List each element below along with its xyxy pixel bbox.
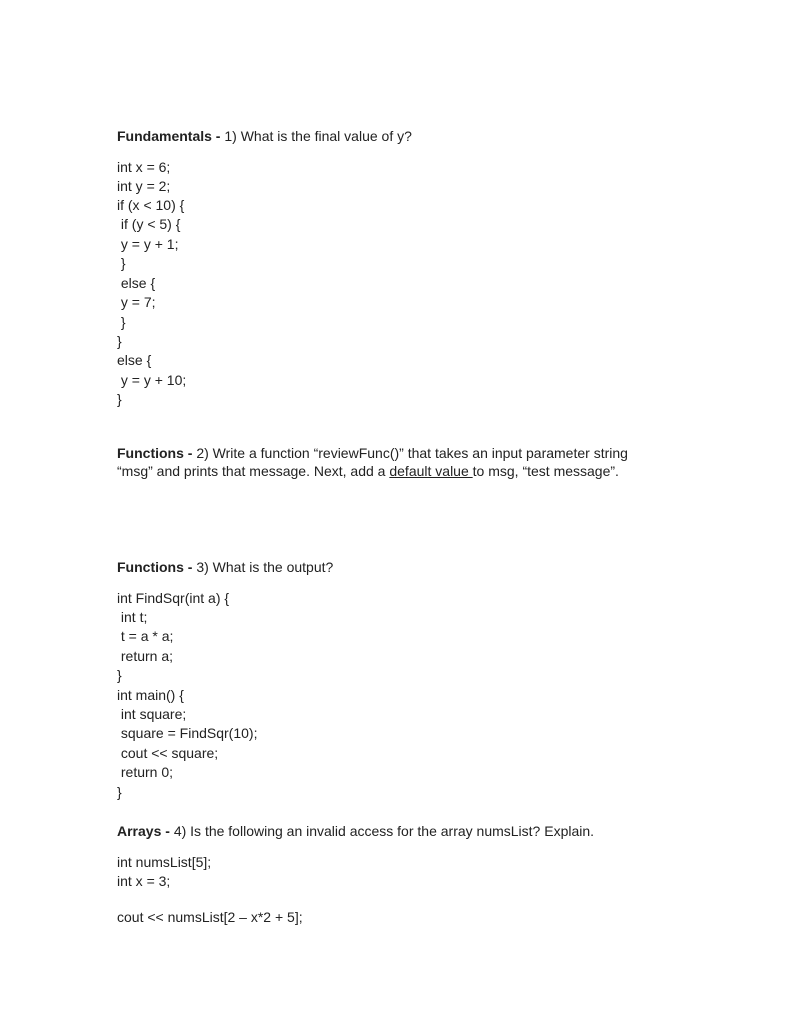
q1-code-line-2: int y = 2; [117, 178, 171, 194]
q1-heading [117, 127, 412, 145]
q1-question: 1) What is the final value of y? [224, 128, 412, 144]
q4-heading [117, 822, 594, 840]
q1-code-line-11: else { [117, 352, 152, 368]
q3-code-line-6: int main() { [117, 687, 184, 703]
q3-code-line-9: cout << square; [117, 745, 219, 761]
q2-line2-after: to msg, “test message”. [472, 463, 619, 479]
q1-code-line-7: else { [117, 275, 156, 291]
q4-question: 4) Is the following an invalid access for the array numsList? Explain. [173, 823, 595, 839]
q4-sep: - [161, 823, 174, 839]
q1-code-line-4: if (y < 5) { [117, 216, 181, 232]
q1-code-line-5: y = y + 1; [117, 236, 179, 252]
q2-question-line-2 [117, 462, 619, 480]
q2-default-value-underlined: default value [389, 463, 473, 479]
q4-code-line-1: int numsList[5]; [117, 854, 212, 870]
q3-code-line-2: int t; [117, 609, 148, 625]
q2-heading [117, 444, 628, 462]
q3-code-line-4: return a; [117, 648, 174, 664]
q3-heading [117, 558, 333, 576]
q4-code-line-3: cout << numsList[2 – x*2 + 5]; [117, 909, 303, 925]
q1-code-line-10: } [117, 333, 122, 349]
q1-code-line-12: y = y + 10; [117, 372, 187, 388]
q3-code-line-8: square = FindSqr(10); [117, 725, 258, 741]
q4-code-line-2: int x = 3; [117, 873, 171, 889]
q4-topic: Arrays [117, 823, 162, 839]
q1-code-line-6: } [117, 255, 126, 271]
q2-line2-before: “msg” and prints that message. Next, add a [117, 463, 390, 479]
q1-code-line-1: int x = 6; [117, 159, 171, 175]
q3-code-line-10: return 0; [117, 764, 174, 780]
q2-topic: Functions [117, 445, 184, 461]
q3-code-line-1: int FindSqr(int a) { [117, 590, 230, 606]
q3-code-line-5: } [117, 667, 122, 683]
q3-sep: - [183, 559, 197, 575]
q2-question-line-1: 2) Write a function “reviewFunc()” that takes an input parameter string [196, 445, 628, 461]
q1-sep: - [211, 128, 225, 144]
q1-code-line-9: } [117, 314, 126, 330]
q2-sep: - [183, 445, 197, 461]
q1-code-line-8: y = 7; [117, 294, 156, 310]
q3-code-line-3: t = a * a; [117, 628, 174, 644]
q3-topic: Functions [117, 559, 184, 575]
q1-code-line-13: } [117, 391, 122, 407]
q1-topic: Fundamentals [117, 128, 212, 144]
q3-code-line-7: int square; [117, 706, 187, 722]
q1-code-line-3: if (x < 10) { [117, 197, 185, 213]
q3-code-line-11: } [117, 784, 122, 800]
q3-question: 3) What is the output? [196, 559, 334, 575]
